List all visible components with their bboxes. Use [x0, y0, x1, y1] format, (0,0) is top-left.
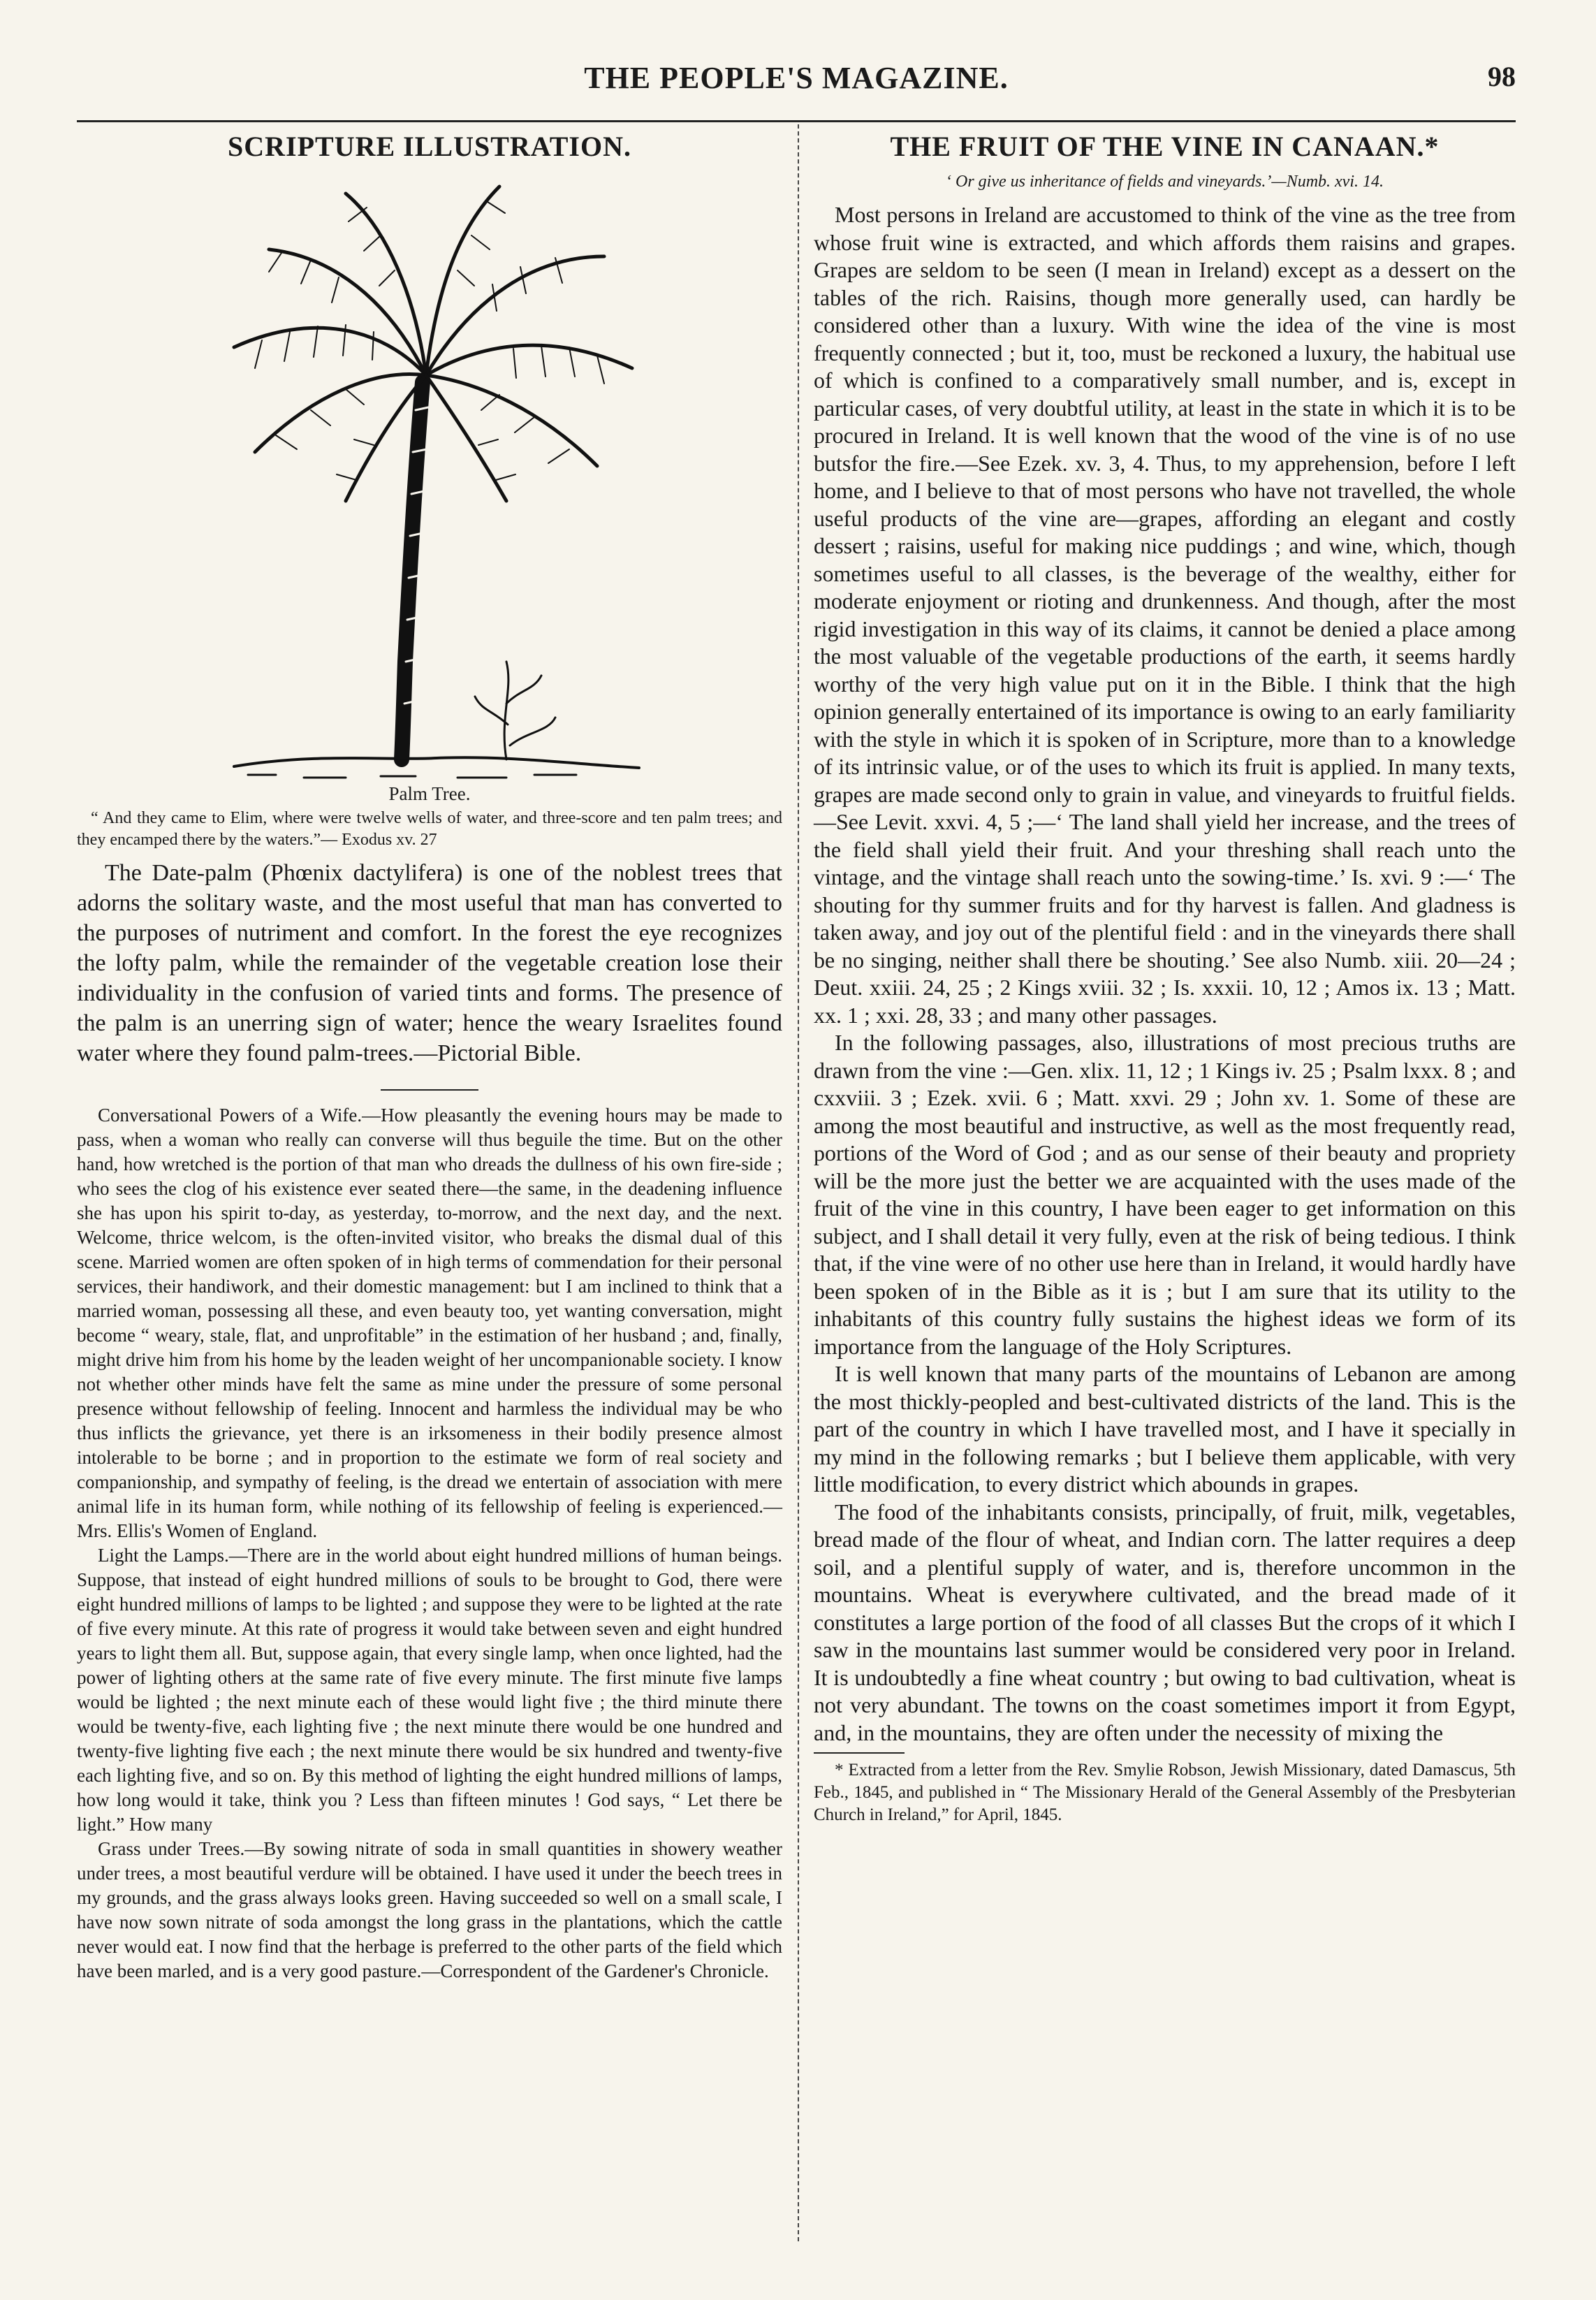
left-column [77, 126, 782, 1984]
right-column [814, 126, 1516, 1826]
footnote: * Extracted from a letter from the Rev. Smylie Robson, Jewish Missionary, dated Damascus, 5th Feb., 1845, and published in “ The Missionary Herald of the General Assembly of the Presbyterian Church in Ireland,” for April, 1845. [814, 1761, 1516, 1824]
vine-paragraph-1: Most persons in Ireland are accustomed to think of the vine as the tree from whose fruit wine is extracted, and which affords them raisins and grapes. Grapes are seldom to be seen (I mean in Ireland) except as a dessert on the tables of the rich. Raisins, though more generally used, can hardly be considered other than a luxury. With wine the idea of the vine is most frequently connected ; but it, too, must be reckoned a luxury, the habitual use of which is confined to a comparatively small number, and is, except in particular cases, of very doubtful utility, at least in the state in which it is to be procured in Ireland. It is well known that the wood of the vine is of no use butsfor the fire.—See Ezek. xv. 3, 4. Thus, to my apprehension, before I left home, and I believe to that of most persons who have not travelled, the whole useful products of the vine are—grapes, affording an elegant and costly dessert ; raisins, useful for making nice puddings ; and wine, which, though sometimes useful to all classes, is the beverage of the wealthy, either for moderate enjoyment or rioting and drunkenness. And though, after the most rigid investigation in this way of its claims, it cannot be denied a place among the most valuable of the vegetable productions of the earth, it seems hardly worthy of the very high value put on it in the Bible. I think that the high opinion generally entertained of its importance is owing to an early familiarity with the style in which it is spoken of in Scripture, more than to a knowledge of its intrinsic value, or of the uses to which its fruit is applied. In many texts, grapes are made second only to grain in value, and vineyards to fruitful fields.—See Levit. xxvi. 4, 5 ;—‘ The land shall yield her increase, and the trees of the field shall yield their fruit. And your threshing shall reach unto the vintage, and the vintage shall reach unto the sowing-time.’ Is. xvi. 9 :—‘ The shouting for thy summer fruits and for thy harvest is fallen. And gladness is taken away, and joy out of the plentiful field : and in the vineyards there shall be no singing, neither shall there be shouting.’ See also Numb. xiii. 20—24 ; Deut. xxiii. 24, 25 ; 2 Kings xviii. 32 ; Is. xxxii. 10, 12 ; Amos ix. 13 ; Matt. xx. 1 ; xxi. 28, 33 ; and many other passages. [814, 202, 1516, 1028]
conversational-powers-paragraph: Conversational Powers of a Wife.—How pleasantly the evening hours may be made to pass, when a woman who really can converse will thus beguile the time. But on the other hand, how wretched is the portion of that man who dreads the dullness of his own fire-side ; who sees the clog of his existence ever seated there—the same, in the deadening influence she has upon his spirit to-day, as yesterday, to-morrow, and the next day, and the next. Welcome, thrice welcom, is the often-invited visitor, who breaks the dismal dual of this scene. Married women are often spoken of in high terms of commendation for their personal services, their handiwork, and their domestic management: but I am inclined to think that a married woman, possessing all these, and even beauty too, yet wanting conversation, might become “ weary, stale, flat, and unprofitable” in the estimation of her husband ; and, finally, might drive him from his home by the leaden weight of her uncompanionable society. I know not whether other minds have felt the same as mine under the pressure of some personal presence without fellowship of feeling. Innocent and harmless the individual may be who thus inflicts the grievance, yet there is an irksomeness in their bodily presence almost intolerable to be borne ; and in proportion to the estimate we form of real society and companionship, and sympathy of feeling, is the dread we entertain of association with mere animal life in its human form, while nothing of its fellowship of feeling is experienced.—Mrs. Ellis's Women of England. [77, 1105, 782, 1541]
page-number: 98 [1488, 61, 1516, 92]
vine-paragraph-2: In the following passages, also, illustrations of most precious truths are drawn from the vine :—Gen. xlix. 11, 12 ; 1 Kings iv. 25 ; Psalm lxxx. 8 ; and cxxviii. 3 ; Ezek. xvii. 6 ; Matt. xxvi. 29 ; John xv. 1. Some of these are among the most beautiful and instructive, as well as the most frequently read, portions of the Word of God ; and as our sense of their beauty and propriety will be the more just the better we are acquainted with the uses made of the fruit of the vine in this country, I have been eager to get information on this subject, and I shall detail it very fully, even at the risk of being tedious. I think that, if the vine were of no other use here than in Ireland, it would hardly have been spoken of in the Bible as it is ; but I am sure that its utility to the inhabitants of this country fully sustains the highest ideas we form of its importance from the language of the Holy Scriptures. [814, 1030, 1516, 1359]
section-rule [381, 1089, 478, 1091]
magazine-title: THE PEOPLE'S MAGAZINE. [584, 61, 1009, 95]
header-rule [77, 120, 1516, 122]
numbers-epigraph: ‘ Or give us inheritance of fields and vineyards.’—Numb. xvi. 14. [946, 173, 1384, 191]
footnote-rule [814, 1752, 905, 1754]
grass-under-trees-paragraph: Grass under Trees.—By sowing nitrate of soda in small quantities in showery weather under trees, a most beautiful verdure will be obtained. I have used it under the beech trees in my grounds, and the grass always looks green. Having succeeded so well on a small scale, I have now sown nitrate of soda amongst the long grass in the plantations, which the cattle never would eat. I now find that the herbage is preferred to the other parts of the field which have been marled, and is a very good pasture.—Correspondent of the Gardener's Chronicle. [77, 1838, 782, 1981]
image-caption: Palm Tree. [388, 783, 471, 804]
scripture-illustration-heading: SCRIPTURE ILLUSTRATION. [228, 131, 631, 162]
light-the-lamps-paragraph: Light the Lamps.—There are in the world about eight hundred millions of human beings. Suppose, that instead of eight hundred millions of souls to be brought to God, there were eight hundred millions of lamps to be lighted ; and suppose they were to be lighted at the rate of five every minute. At this rate of progress it would take between seven and eight hundred years to light them all. But, suppose again, that every single lamp, when once lighted, had the power of lighting others at the same rate of five every minute. The first minute five lamps would be lighted ; the next minute each of these would light five ; the third minute there would be twenty-five, each lighting five ; the next minute there would be one hundred and twenty-five lighting five each ; the next minute there would be six hundred and twenty-five each lighting five, and so on. By this method of lighting the eight hundred millions of lamps, how long would it take, think you ? Less than fifteen minutes ! God says, “ Let there be light.” How many [77, 1545, 783, 1835]
date-palm-paragraph: The Date-palm (Phœnix dactylifera) is one of the noblest trees that adorns the solitary waste, and the most useful that man has converted to the purposes of nutriment and comfort. In the forest the eye recognizes the lofty palm, while the remainder of the vegetable creation lose their individuality in the confusion of varied tints and forms. The presence of the palm is an unerring sign of water; hence the weary Israelites found water where they found palm-trees.—Pictorial Bible. [77, 860, 782, 1066]
exodus-quote: “ And they came to Elim, where were twelve wells of water, and three-score and ten palm trees; and they encamped there by the waters.”— Exodus xv. 27 [77, 809, 782, 849]
vine-paragraph-4: The food of the inhabitants consists, principally, of fruit, milk, vegetables, bread made of the flour of wheat, and Indian corn. The latter requires a deep soil, and a plentiful supply of water, and is, therefore uncommon in the mountains. Wheat is everywhere cultivated, and the bread made of it constitutes a large portion of the food of all classes But the crops of it which I saw in the mountains last summer would be considered very poor in Ireland. It is undoubtedly a fine wheat country ; but owing to bad cultivation, wheat is not very abundant. The towns on the coast sometimes import it from Egypt, and, in the mountains, they are often under the necessity of mixing the [814, 1499, 1516, 1745]
column-divider [798, 124, 799, 2241]
palm-tree-illustration [206, 173, 653, 787]
page-header [77, 60, 1516, 109]
fruit-of-the-vine-heading: THE FRUIT OF THE VINE IN CANAAN.* [890, 131, 1440, 162]
vine-paragraph-3: It is well known that many parts of the mountains of Lebanon are among the most thickly-peopled and best-cultivated districts of the land. This is the part of the country in which I have travelled most, and I have it specially in my mind in the following remarks ; but I believe them applicable, with very little modification, to every district which abounds in grapes. [814, 1361, 1516, 1497]
